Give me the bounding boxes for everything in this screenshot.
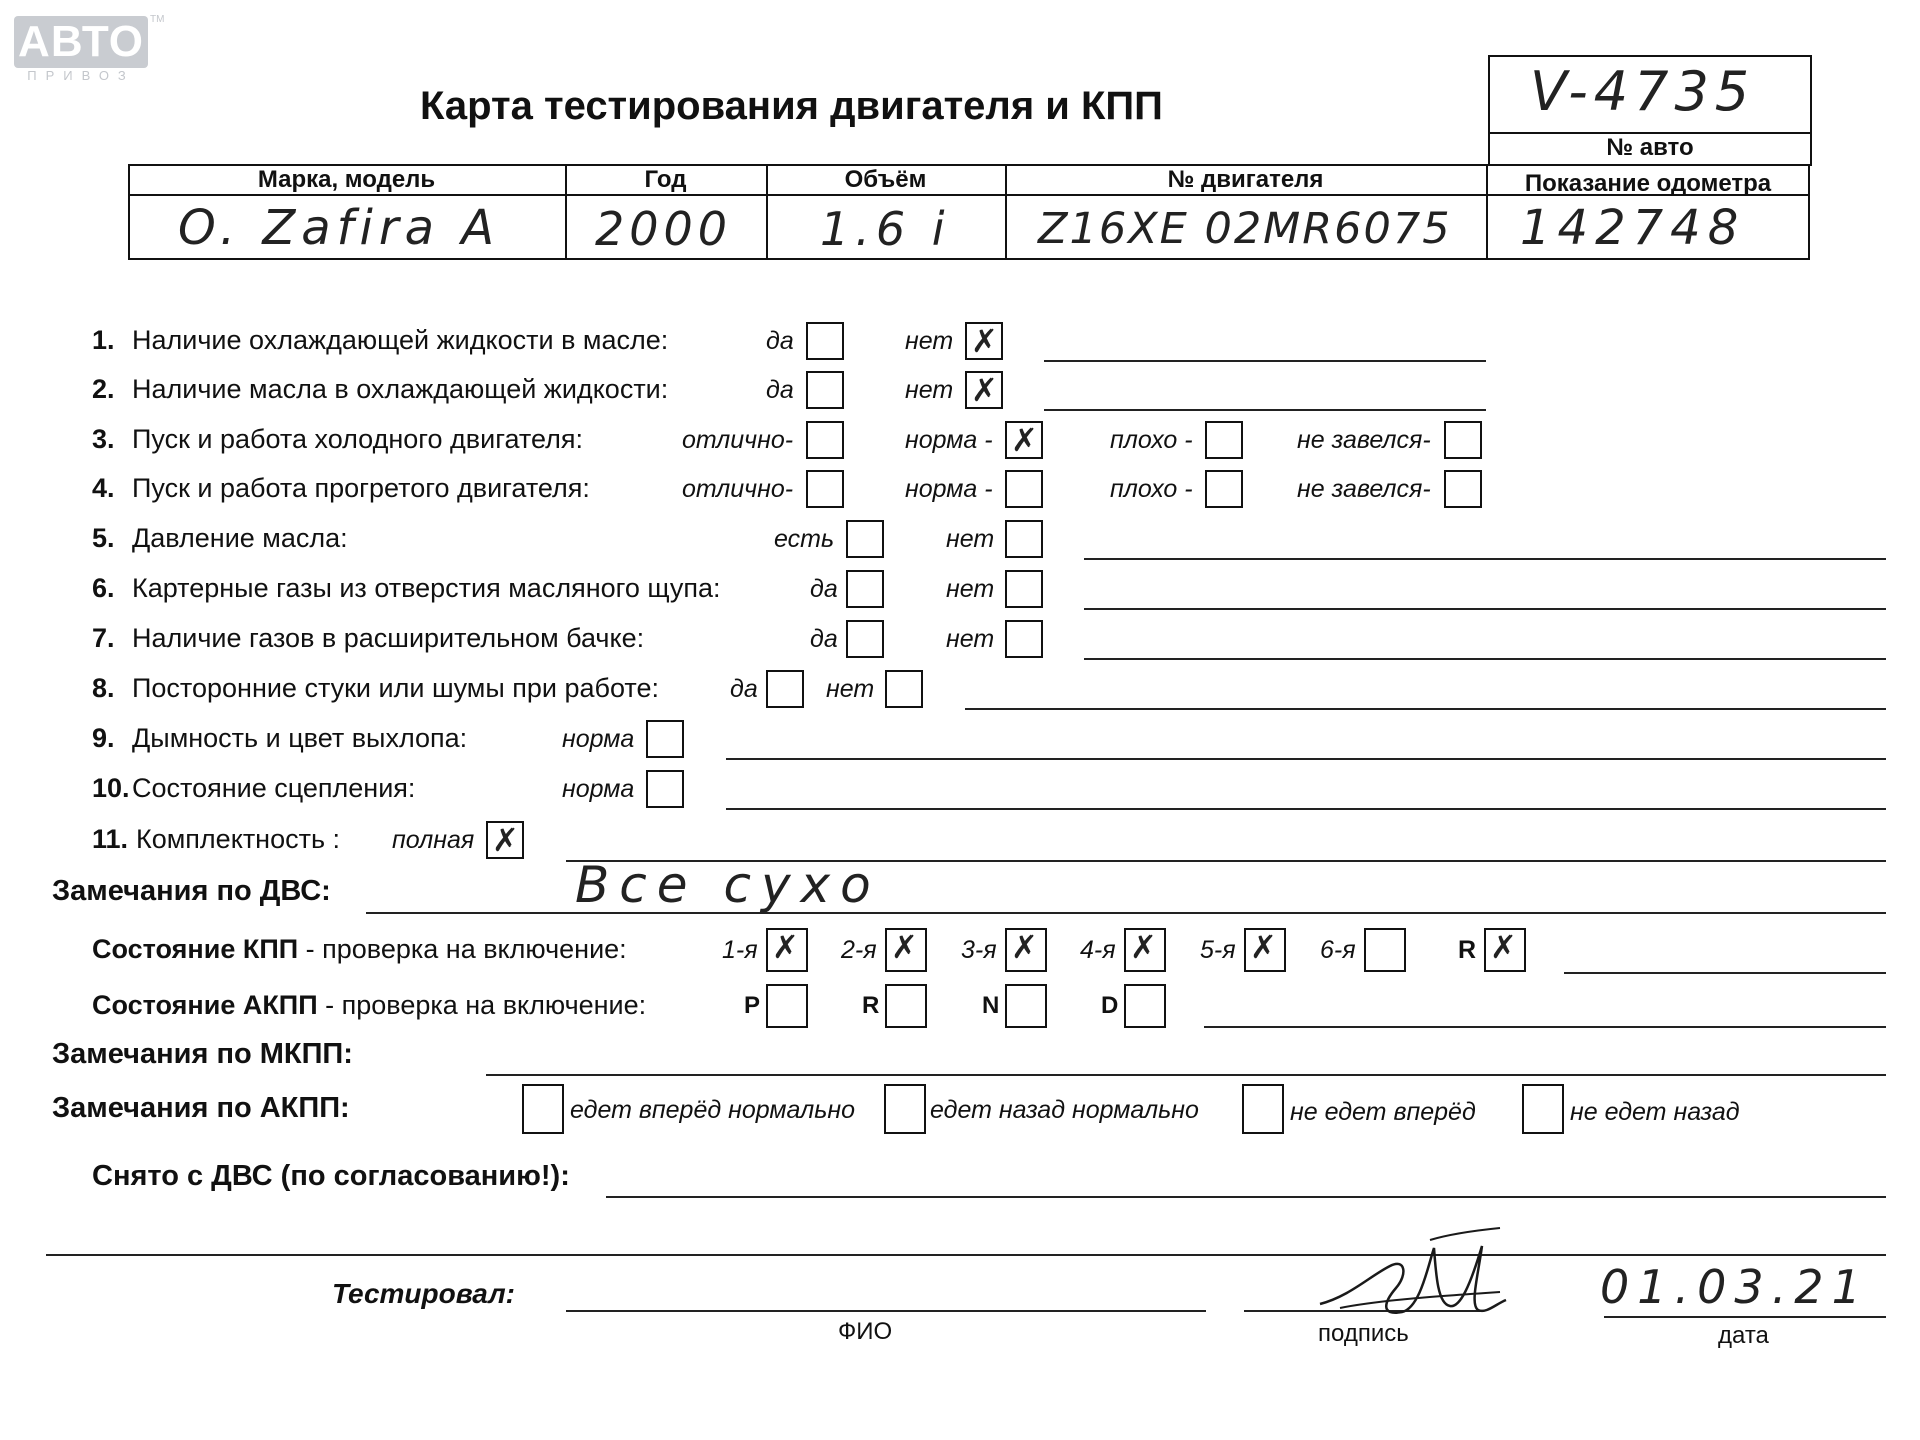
question-1-yes-checkbox[interactable] (806, 322, 844, 360)
gear-1-label: 1-я (722, 936, 758, 964)
akpp-no-backward-checkbox[interactable] (1522, 1084, 1564, 1134)
question-7-number: 7. (92, 623, 115, 653)
gear-3-label: 3-я (961, 936, 997, 964)
mode-d-label: D (1101, 992, 1119, 1019)
mode-r-label: R (862, 992, 880, 1019)
question-1-note-line[interactable] (1044, 360, 1486, 362)
logo-text: АВТО (18, 17, 144, 66)
question-3-nostart-label: не завелся- (1297, 426, 1431, 454)
question-5-no-checkbox[interactable] (1005, 520, 1043, 558)
gear-3-checkbox[interactable] (1005, 928, 1047, 972)
question-10-text: Состояние сцепления: (132, 773, 416, 803)
question-6-yes-checkbox[interactable] (846, 570, 884, 608)
question-4-excellent-checkbox[interactable] (806, 470, 844, 508)
date-line[interactable] (1604, 1316, 1886, 1318)
question-3-number: 3. (92, 424, 115, 454)
logo-subtitle: ПРИВОЗ (27, 68, 135, 83)
question-1-no-label: нет (905, 327, 954, 355)
signature-label: подпись (1318, 1320, 1409, 1347)
question-9-note-line[interactable] (726, 758, 1886, 760)
car-number-label: № авто (1606, 134, 1694, 161)
question-1-text: Наличие охлаждающей жидкости в масле: (132, 325, 669, 355)
question-4-nostart-label: не завелся- (1297, 475, 1431, 503)
question-4-normal-label: норма - (905, 475, 993, 503)
question-9-normal-label: норма (562, 725, 635, 753)
question-6-no-label: нет (946, 575, 995, 603)
akpp-no-backward-label: не едет назад (1570, 1098, 1740, 1126)
fio-line[interactable] (566, 1310, 1206, 1312)
akpp-no-forward-checkbox[interactable] (1242, 1084, 1284, 1134)
question-1-no-checkbox[interactable] (965, 322, 1003, 360)
mode-d-checkbox[interactable] (1124, 984, 1166, 1028)
engine-no-value: Z16XE 02MR6075 (1038, 204, 1452, 254)
question-3-normal-checkbox[interactable] (1005, 421, 1043, 459)
make-model-value: O. Zafira A (178, 200, 501, 256)
question-10-number: 10. (92, 773, 130, 803)
gear-r-label: R (1458, 936, 1477, 964)
akpp-forward-ok-checkbox[interactable] (522, 1084, 564, 1134)
remarks-mkpp-line[interactable] (486, 1074, 1886, 1076)
question-3-excellent-label: отлично- (682, 426, 794, 454)
question-6-number: 6. (92, 573, 115, 603)
gear-6-checkbox[interactable] (1364, 928, 1406, 972)
col-header-year: Год (644, 166, 687, 193)
question-9-normal-checkbox[interactable] (646, 720, 684, 758)
question-5-no-label: нет (946, 525, 995, 553)
question-2-number: 2. (92, 374, 115, 404)
gear-2-checkbox[interactable] (885, 928, 927, 972)
akpp-label (92, 990, 646, 1021)
question-10-normal-checkbox[interactable] (646, 770, 684, 808)
removed-line-2[interactable] (46, 1254, 1886, 1256)
kpp-label-bold: Состояние КПП (92, 934, 299, 964)
mode-p-label: P (744, 992, 761, 1019)
question-2-text: Наличие масла в охлаждающей жидкости: (132, 374, 669, 404)
mode-r-checkbox[interactable] (885, 984, 927, 1028)
gear-5-checkbox[interactable] (1244, 928, 1286, 972)
question-4-normal-checkbox[interactable] (1005, 470, 1043, 508)
removed-label: Снято с ДВС (по согласованию!): (92, 1160, 570, 1192)
question-5-yes-label: есть (774, 525, 835, 553)
question-7-no-checkbox[interactable] (1005, 620, 1043, 658)
gear-2-label: 2-я (841, 936, 877, 964)
question-8-yes-checkbox[interactable] (766, 670, 804, 708)
question-5-text: Давление масла: (132, 523, 348, 553)
akpp-note-line[interactable] (1204, 1026, 1886, 1028)
question-8-no-label: нет (826, 675, 875, 703)
removed-line[interactable] (606, 1196, 1886, 1198)
question-3-excellent-checkbox[interactable] (806, 421, 844, 459)
page-title: Карта тестирования двигателя и КПП (420, 84, 1163, 128)
question-10-normal-label: норма (562, 775, 635, 803)
question-8-no-checkbox[interactable] (885, 670, 923, 708)
col-header-make-model: Марка, модель (257, 166, 436, 193)
akpp-forward-ok-label: едет вперёд нормально (570, 1096, 856, 1124)
kpp-label-rest: - проверка на включение: (298, 934, 627, 964)
col-header-volume: Объём (844, 166, 927, 193)
volume-value: 1.6 i (820, 202, 951, 256)
question-2-no-label: нет (905, 376, 954, 404)
mode-p-checkbox[interactable] (766, 984, 808, 1028)
remarks-akpp-label: Замечания по АКПП: (52, 1092, 350, 1124)
question-2-yes-label: да (766, 376, 794, 404)
question-11-full-checkbox[interactable] (486, 821, 524, 859)
question-3-nostart-checkbox[interactable] (1444, 421, 1482, 459)
question-8-note-line[interactable] (965, 708, 1886, 710)
question-3-normal-label: норма - (905, 426, 993, 454)
year-value: 2000 (595, 202, 733, 256)
question-1-yes-label: да (766, 327, 794, 355)
gear-6-label: 6-я (1320, 936, 1356, 964)
question-7-yes-label: да (810, 625, 838, 653)
kpp-label (92, 934, 627, 965)
question-9-number: 9. (92, 723, 115, 753)
question-7-no-label: нет (946, 625, 995, 653)
question-7-yes-checkbox[interactable] (846, 620, 884, 658)
question-4-bad-label: плохо - (1110, 475, 1193, 503)
akpp-backward-ok-checkbox[interactable] (884, 1084, 926, 1134)
question-1-number: 1. (92, 325, 115, 355)
fio-label: ФИО (838, 1318, 893, 1345)
question-10-note-line[interactable] (726, 808, 1886, 810)
question-3-text: Пуск и работа холодного двигателя: (132, 424, 583, 454)
gear-4-label: 4-я (1080, 936, 1116, 964)
question-4-excellent-label: отлично- (682, 475, 794, 503)
gear-r-checkbox[interactable] (1484, 928, 1526, 972)
kpp-note-line[interactable] (1564, 972, 1886, 974)
question-8-text: Посторонние стуки или шумы при работе: (132, 673, 659, 703)
gear-4-checkbox[interactable] (1124, 928, 1166, 972)
logo (14, 16, 148, 68)
question-11-full-label: полная (392, 826, 475, 854)
logo-trademark: TM (150, 14, 165, 25)
question-9-text: Дымность и цвет выхлопа: (132, 723, 468, 753)
question-11-text: Комплектность : (136, 824, 341, 854)
question-5-number: 5. (92, 523, 115, 553)
question-4-number: 4. (92, 473, 115, 503)
question-3-bad-label: плохо - (1110, 426, 1193, 454)
question-11-number: 11. (92, 824, 129, 854)
question-6-no-checkbox[interactable] (1005, 570, 1043, 608)
question-6-note-line[interactable] (1084, 608, 1886, 610)
gear-5-label: 5-я (1200, 936, 1236, 964)
question-7-text: Наличие газов в расширительном бачке: (132, 623, 645, 653)
question-7-note-line[interactable] (1084, 658, 1886, 660)
question-5-yes-checkbox[interactable] (846, 520, 884, 558)
question-3-bad-checkbox[interactable] (1205, 421, 1243, 459)
mode-n-label: N (982, 992, 1000, 1019)
odometer-value: 142748 (1520, 200, 1746, 256)
question-4-bad-checkbox[interactable] (1205, 470, 1243, 508)
akpp-no-forward-label: не едет вперёд (1290, 1098, 1476, 1126)
question-2-yes-checkbox[interactable] (806, 371, 844, 409)
date-value: 01.03.21 (1600, 1260, 1869, 1314)
date-label: дата (1718, 1322, 1769, 1349)
question-6-yes-label: да (810, 575, 838, 603)
gear-1-checkbox[interactable] (766, 928, 808, 972)
tested-label: Тестировал: (332, 1278, 515, 1309)
question-2-no-checkbox[interactable] (965, 371, 1003, 409)
akpp-label-rest: - проверка на включение: (317, 990, 647, 1020)
question-6-text: Картерные газы из отверстия масляного щупа: (132, 573, 721, 603)
akpp-label-bold: Состояние АКПП (92, 990, 318, 1020)
question-2-note-line[interactable] (1044, 409, 1486, 411)
akpp-backward-ok-label: едет назад нормально (930, 1096, 1199, 1124)
mode-n-checkbox[interactable] (1005, 984, 1047, 1028)
question-8-number: 8. (92, 673, 115, 703)
remarks-mkpp-label: Замечания по МКПП: (52, 1038, 353, 1070)
question-5-note-line[interactable] (1084, 558, 1886, 560)
question-8-yes-label: да (730, 675, 758, 703)
remarks-engine-label: Замечания по ДВС: (52, 875, 331, 907)
question-4-text: Пуск и работа прогретого двигателя: (132, 473, 590, 503)
col-header-odometer: Показание одометра (1524, 170, 1772, 197)
col-header-engine-no: № двигателя (1167, 166, 1324, 193)
car-number-value: V-4735 (1530, 60, 1756, 123)
remarks-engine-value: Все сухо (575, 856, 881, 914)
question-4-nostart-checkbox[interactable] (1444, 470, 1482, 508)
